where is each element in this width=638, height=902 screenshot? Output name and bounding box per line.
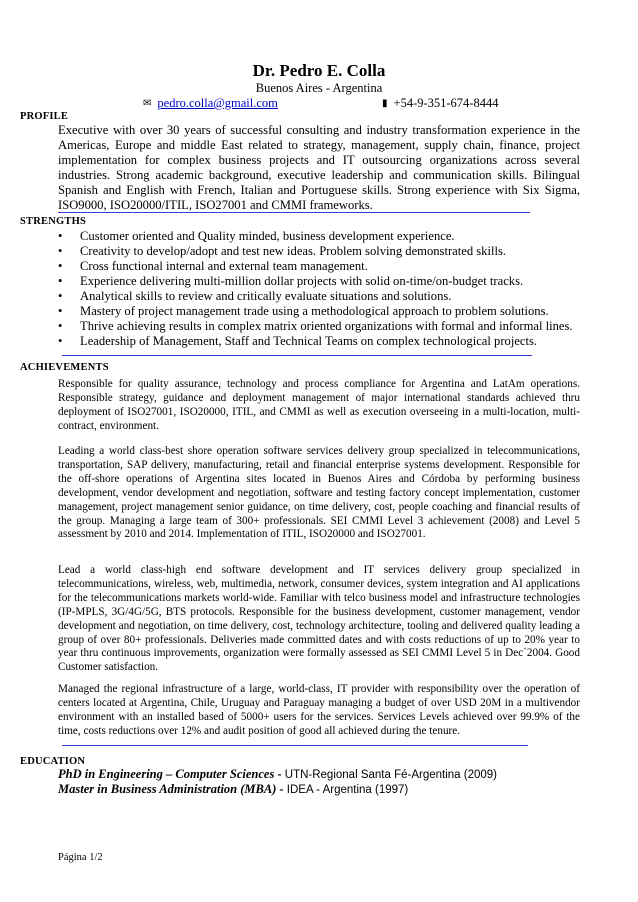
strength-item: • Customer oriented and Quality minded, business development experience. xyxy=(58,229,455,243)
strength-item: • Thrive achieving results in complex matrix oriented organizations with formal and informal lines. xyxy=(58,318,573,333)
achievement-paragraph: Leading a world class-best shore operation software services delivery group specialized in telecommunications, transportation, SAP delivery, manufacturing, retail and financial enterprise systems development. Responsible for the off-shore operations of Argentina sites located in Buenos Aires and Córdoba by performing business development, vendor development and negotiation, software and testing factory concept implementation, customer management, project management senior guidance, on time delivery, cost, people coaching and financial results of the group. Managing a large team of 300+ professionals. SEI CMMI Level 3 achievement (2008) and Level 5 assessment by 2010 and 2014. Implementation of ITIL, ISO20000 and ISO27001. xyxy=(58,445,580,541)
page-number: Página 1/2 xyxy=(58,852,103,863)
degree-title: PhD in Engineering – Computer Sciences - xyxy=(58,767,282,781)
education-item xyxy=(58,767,497,783)
mobile-phone-icon: ▮ xyxy=(382,98,388,109)
envelope-icon: ✉ xyxy=(143,98,152,109)
achievement-paragraph: Lead a world class-high end software development and IT services delivery group specialized in telecommunications, wireless, web, multimedia, network, consumer devices, system integration and AI applications for the telecommunications markets world-wide. Familiar with telco business model and infrastructure technologies (IP-MPLS, 3G/4G/5G, BTS protocols. Responsible for the business development, customer management, vendor development and negotiation, on time delivery, cost, technology architecture, tooling and delivered quality leading a group of over 80+ professionals. Deliveries made committed dates and with costs reductions of up to 20% year to year thru continuous improvements, organization were formally assessed as SEI CMMI Level 5 in Dec´2004. Good Customer satisfaction. xyxy=(58,564,580,674)
candidate-name: Dr. Pedro E. Colla xyxy=(252,61,386,80)
achievements-divider xyxy=(62,745,528,746)
degree-institution: UTN-Regional Santa Fé-Argentina (2009) xyxy=(284,769,497,781)
achievements-heading: ACHIEVEMENTS xyxy=(20,362,109,373)
email-contact[interactable] xyxy=(143,96,278,111)
candidate-location: Buenos Aires - Argentina xyxy=(255,81,383,95)
education-heading: EDUCATION xyxy=(20,756,86,767)
degree-institution: IDEA - Argentina (1997) xyxy=(286,784,409,796)
strength-item: • Analytical skills to review and critically evaluate situations and solutions. xyxy=(58,288,452,303)
strengths-divider xyxy=(62,355,532,356)
strengths-heading: STRENGTHS xyxy=(20,216,86,227)
phone-contact xyxy=(382,96,498,111)
profile-heading: PROFILE xyxy=(20,111,69,122)
phone-number: +54-9-351-674-8444 xyxy=(393,96,499,110)
education-item xyxy=(58,782,408,798)
email-link[interactable]: pedro.colla@gmail.com xyxy=(157,96,278,110)
strength-item: • Experience delivering multi-million dollar projects with solid on-time/on-budget tracks. xyxy=(58,273,524,288)
strength-item: • Cross functional internal and external team management. xyxy=(58,258,368,273)
strength-item: • Mastery of project management trade using a methodological approach to problem solutions. xyxy=(58,303,549,318)
achievement-paragraph: Managed the regional infrastructure of a large, world-class, IT provider with responsibility over the operation of centers located at Argentina, Chile, Uruguay and Paraguay managing a budget of over USD 20M in a multivendor environment with an installed based of 5000+ users for the services. Services Levels achieved over 99.9% of the time, costs reductions over 12% and audit position of good all achieved during the tenure. xyxy=(58,683,580,737)
degree-title: Master in Business Administration (MBA) - xyxy=(58,782,284,796)
strength-item: • Creativity to develop/adopt and test new ideas. Problem solving demonstrated skills. xyxy=(58,243,507,258)
achievement-paragraph: Responsible for quality assurance, technology and process compliance for Argentina and LatAm operations. Responsible strategy, guidance and deployment management of major international standards achieved thru deployment of ISO27001, ISO20000, ITIL, and CMMI as well as execution overseeing in a multi-location, multi-contract, environment. xyxy=(58,378,580,432)
strength-item: • Leadership of Management, Staff and Technical Teams on complex technological projects. xyxy=(58,333,538,348)
strengths-list xyxy=(58,229,598,349)
profile-divider xyxy=(58,212,530,213)
profile-text: Executive with over 30 years of successful consulting and industry transformation experience in the Americas, Europe and middle East related to strategy, management, supply chain, finance, project implementation for complex business projects and IT outsourcing organizations across several industries. Strong academic background, executive leadership and communication skills. Bilingual Spanish and English with French, Italian and Portuguese skills. Strong experience with Six Sigma, ISO9000, ISO20000/ITIL, ISO27001 and CMMI frameworks. xyxy=(58,123,580,212)
